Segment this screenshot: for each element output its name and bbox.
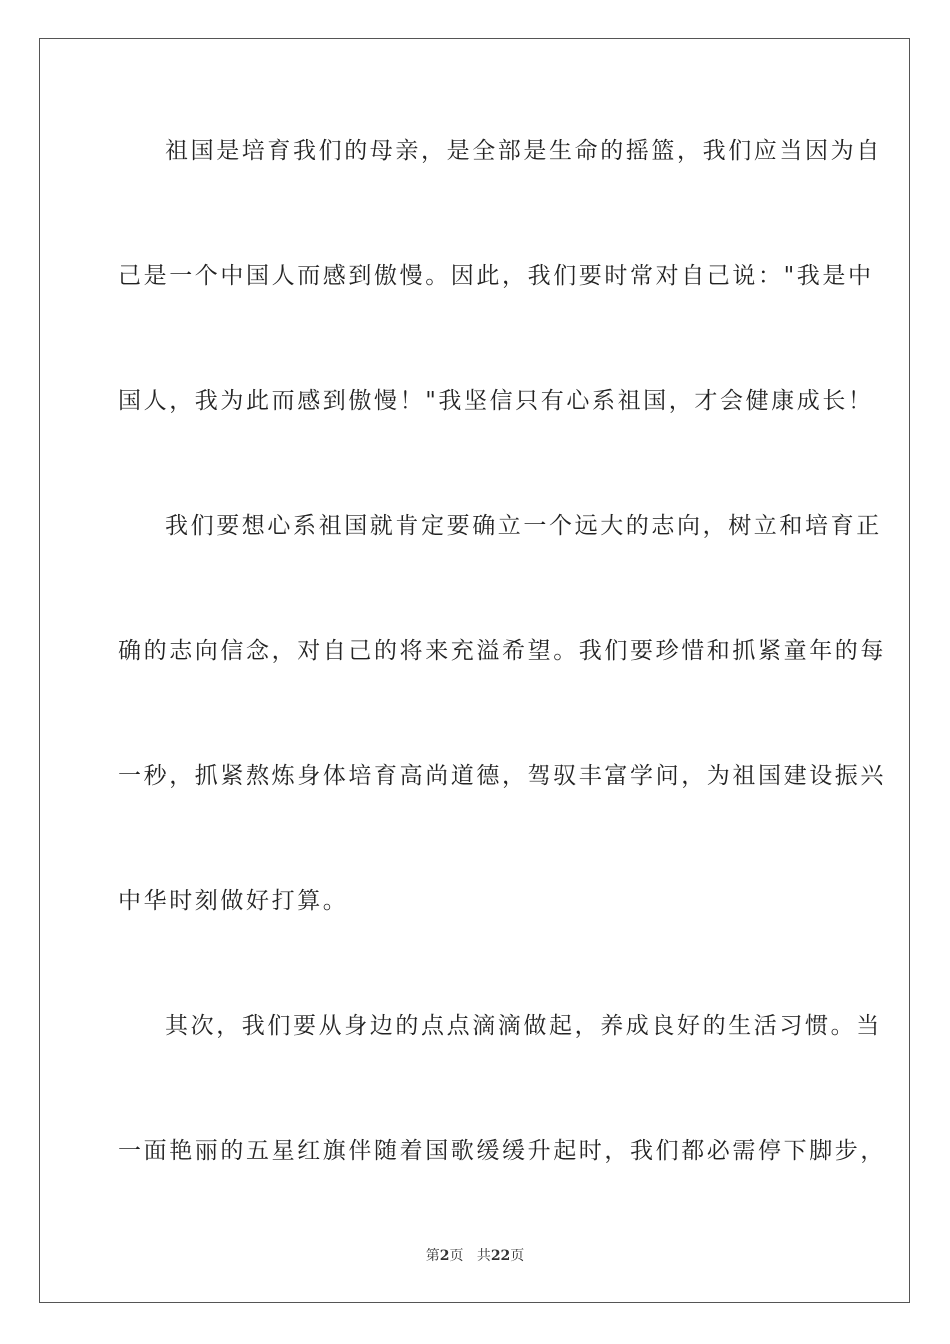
page-number xyxy=(426,1248,464,1264)
page-border xyxy=(39,38,910,1303)
current-page-number: 2 xyxy=(439,1248,450,1264)
paragraph-1-line-2: 己是一个中国人而感到傲慢。因此，我们要时常对自己说："我是中 xyxy=(118,263,874,289)
paragraph-1-line-3: 国人，我为此而感到傲慢！"我坚信只有心系祖国，才会健康成长！ xyxy=(118,388,874,414)
paragraph-2-line-1: 我们要想心系祖国就肯定要确立一个远大的志向，树立和培育正 xyxy=(165,513,882,539)
page-suffix: 页 xyxy=(449,1248,464,1264)
paragraph-1-line-1: 祖国是培育我们的母亲，是全部是生命的摇篮，我们应当因为自 xyxy=(165,138,882,164)
total-prefix: 共 xyxy=(476,1248,491,1264)
total-pages xyxy=(477,1248,524,1264)
page-prefix: 第 xyxy=(425,1248,440,1264)
paragraph-3-line-2: 一面艳丽的五星红旗伴随着国歌缓缓升起时，我们都必需停下脚步， xyxy=(118,1138,886,1164)
total-suffix: 页 xyxy=(510,1248,525,1264)
paragraph-3-line-1: 其次，我们要从身边的点点滴滴做起，养成良好的生活习惯。当 xyxy=(165,1013,882,1039)
total-page-number: 22 xyxy=(490,1248,511,1264)
paragraph-2-line-2: 确的志向信念，对自己的将来充溢希望。我们要珍惜和抓紧童年的每 xyxy=(118,638,886,664)
paragraph-2-line-3: 一秒，抓紧熬炼身体培育高尚道德，驾驭丰富学问，为祖国建设振兴 xyxy=(118,763,886,789)
page-footer xyxy=(0,1246,950,1266)
paragraph-2-line-4: 中华时刻做好打算。 xyxy=(118,888,349,914)
